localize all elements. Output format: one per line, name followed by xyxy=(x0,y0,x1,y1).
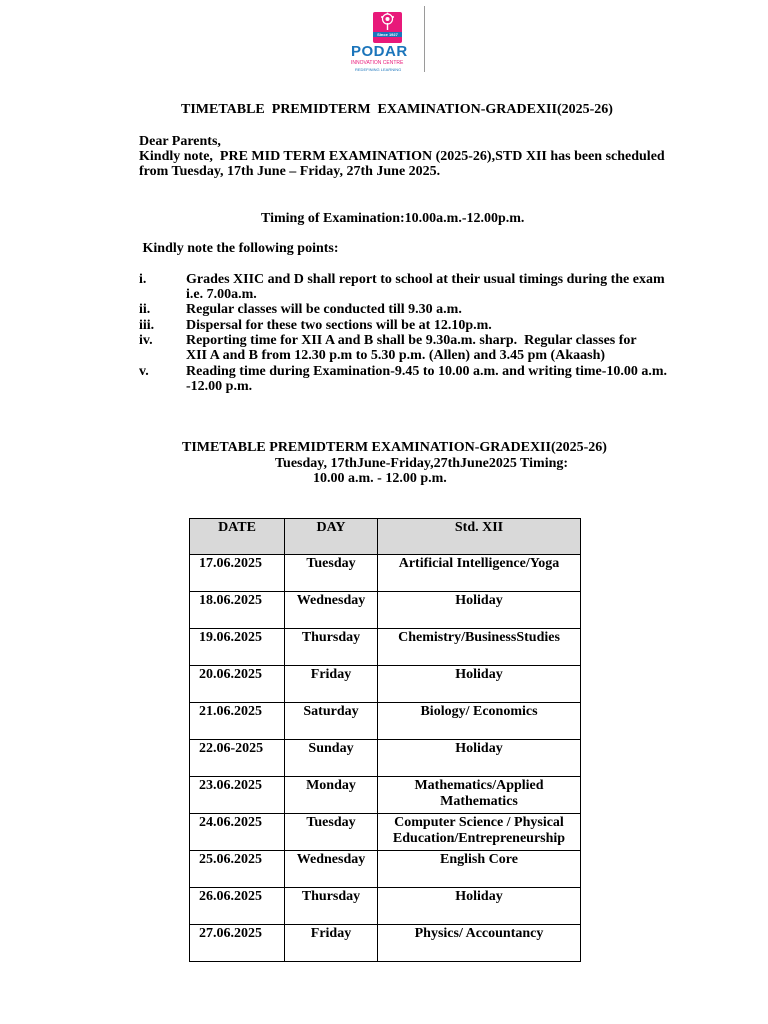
logo-brand: PODAR xyxy=(351,43,408,60)
table-row xyxy=(190,555,581,592)
cell-date: 23.06.2025 xyxy=(190,777,285,814)
cell-date: 19.06.2025 xyxy=(190,629,285,666)
cell-day: Sunday xyxy=(285,740,378,777)
timetable xyxy=(189,518,581,962)
table-row xyxy=(190,814,581,851)
cell-subject: Holiday xyxy=(378,592,581,629)
point-text: Regular classes will be conducted till 9.30 a.m. xyxy=(186,302,462,317)
cell-date: 17.06.2025 xyxy=(190,555,285,592)
table-row xyxy=(190,888,581,925)
table-row xyxy=(190,740,581,777)
cell-date: 18.06.2025 xyxy=(190,592,285,629)
table-subtitle: Tuesday, 17thJune-Friday,27thJune2025 Timing: xyxy=(275,456,569,471)
school-logo xyxy=(345,6,429,74)
cell-subject: Artificial Intelligence/Yoga xyxy=(378,555,581,592)
cell-subject: Holiday xyxy=(378,666,581,703)
cell-subject: Mathematics/Applied Mathematics xyxy=(378,777,581,814)
cell-subject: Holiday xyxy=(378,740,581,777)
logo-divider xyxy=(424,6,425,72)
column-header-day: DAY xyxy=(285,519,378,555)
cell-date: 26.06.2025 xyxy=(190,888,285,925)
point-number: iii. xyxy=(139,318,155,333)
cell-date: 22.06-2025 xyxy=(190,740,285,777)
cell-date: 25.06.2025 xyxy=(190,851,285,888)
greeting: Dear Parents, xyxy=(139,134,221,149)
table-title: TIMETABLE PREMIDTERM EXAMINATION-GRADEXII(2025-26) xyxy=(182,440,607,455)
cell-day: Saturday xyxy=(285,703,378,740)
page-title: TIMETABLE PREMIDTERM EXAMINATION-GRADEXII(2025-26) xyxy=(181,102,613,117)
logo-tagline: REDEFINING LEARNING xyxy=(355,67,402,72)
table-row xyxy=(190,703,581,740)
cell-day: Tuesday xyxy=(285,555,378,592)
table-row xyxy=(190,925,581,962)
point-text: XII A and B from 12.30 p.m to 5.30 p.m. (Allen) and 3.45 pm (Akaash) xyxy=(186,348,606,363)
point-number: ii. xyxy=(139,302,151,317)
cell-day: Wednesday xyxy=(285,851,378,888)
cell-date: 21.06.2025 xyxy=(190,703,285,740)
point-text: Reporting time for XII A and B shall be 9.30a.m. sharp. Regular classes for xyxy=(186,333,637,348)
intro-line-2: from Tuesday, 17th June – Friday, 27th June 2025. xyxy=(139,164,441,179)
points-heading: Kindly note the following points: xyxy=(139,241,339,256)
column-header-date: DATE xyxy=(190,519,285,555)
cell-subject: Holiday xyxy=(378,888,581,925)
cell-date: 20.06.2025 xyxy=(190,666,285,703)
cell-day: Wednesday xyxy=(285,592,378,629)
table-header-row xyxy=(190,519,581,555)
cell-day: Friday xyxy=(285,666,378,703)
cell-day: Thursday xyxy=(285,888,378,925)
logo-since: Since 1927 xyxy=(373,32,402,37)
cell-subject: English Core xyxy=(378,851,581,888)
cell-date: 24.06.2025 xyxy=(190,814,285,851)
column-header-subject: Std. XII xyxy=(378,519,581,555)
exam-timing: Timing of Examination:10.00a.m.-12.00p.m. xyxy=(261,211,525,226)
cell-subject: Biology/ Economics xyxy=(378,703,581,740)
table-timing: 10.00 a.m. - 12.00 p.m. xyxy=(313,471,447,486)
cell-day: Monday xyxy=(285,777,378,814)
table-row xyxy=(190,851,581,888)
point-text: i.e. 7.00a.m. xyxy=(186,287,257,302)
point-number: iv. xyxy=(139,333,153,348)
point-text: -12.00 p.m. xyxy=(186,379,253,394)
logo-subtitle: INNOVATION CENTRE xyxy=(351,60,404,66)
tree-icon xyxy=(373,12,402,32)
point-text: Dispersal for these two sections will be at 12.10p.m. xyxy=(186,318,492,333)
cell-day: Tuesday xyxy=(285,814,378,851)
cell-subject: Computer Science / Physical Education/Entrepreneurship xyxy=(378,814,581,851)
cell-subject: Chemistry/BusinessStudies xyxy=(378,629,581,666)
point-number: v. xyxy=(139,364,149,379)
intro-line-1: Kindly note, PRE MID TERM EXAMINATION (2025-26),STD XII has been scheduled xyxy=(139,149,665,164)
cell-subject: Physics/ Accountancy xyxy=(378,925,581,962)
logo-emblem-icon xyxy=(373,12,402,43)
point-text: Reading time during Examination-9.45 to 10.00 a.m. and writing time-10.00 a.m. xyxy=(186,364,668,379)
table-row xyxy=(190,629,581,666)
point-number: i. xyxy=(139,272,147,287)
table-row xyxy=(190,592,581,629)
point-text: Grades XIIC and D shall report to school at their usual timings during the exam xyxy=(186,272,665,287)
cell-day: Friday xyxy=(285,925,378,962)
cell-day: Thursday xyxy=(285,629,378,666)
cell-date: 27.06.2025 xyxy=(190,925,285,962)
table-row xyxy=(190,777,581,814)
table-row xyxy=(190,666,581,703)
